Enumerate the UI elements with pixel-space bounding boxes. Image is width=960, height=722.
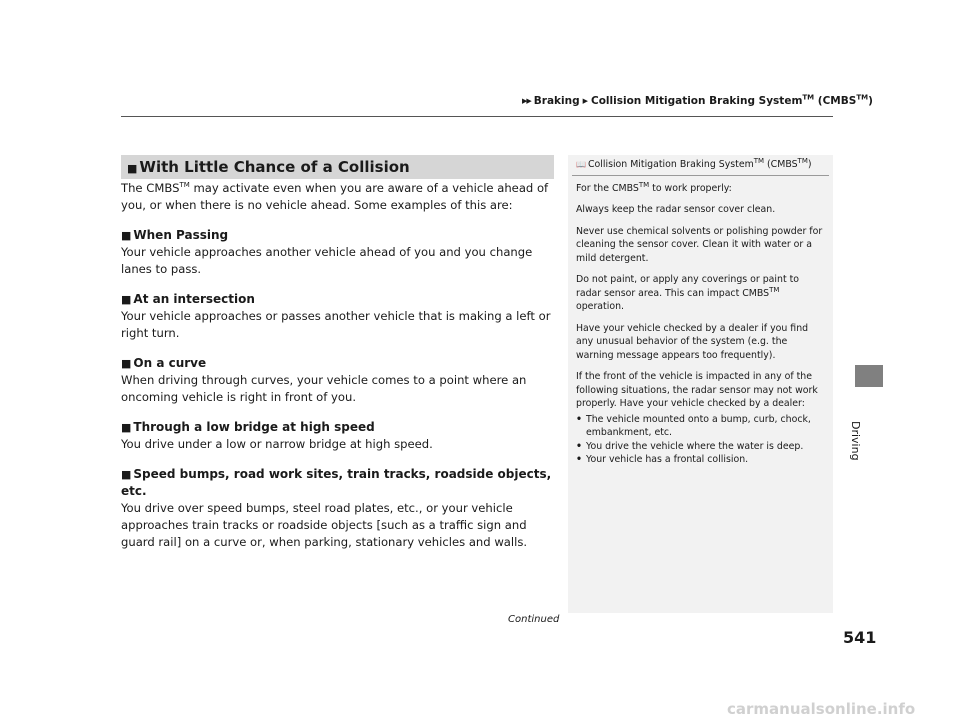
note-paragraph: Do not paint, or apply any coverings or paint to radar sensor area. This can impact CMBS™ operation. <box>576 274 800 312</box>
chapter-tab <box>855 365 883 387</box>
note-bullet: • You drive the vehicle where the water is deep. <box>576 440 825 454</box>
side-note-title: 📖 Collision Mitigation Braking System™ (CMBS™) <box>572 155 829 176</box>
example-heading: ■ On a curve <box>121 356 207 370</box>
example-body: When driving through curves, your vehicle comes to a point where an oncoming vehicle is right in front of you. <box>121 373 527 404</box>
note-bullet: • Your vehicle has a frontal collision. <box>576 453 825 467</box>
square-bullet-icon: ■ <box>127 162 138 175</box>
breadcrumb-braking[interactable]: Braking <box>533 95 580 107</box>
example-body: You drive over speed bumps, steel road plates, etc., or your vehicle approaches train tracks or roadside objects [such as a traffic sign and guard rail] on a curve or, when parking, stationary vehicles and walls. <box>121 501 528 549</box>
reference-icon: 📖 <box>576 160 586 169</box>
example-body: Your vehicle approaches or passes another vehicle that is making a left or right turn. <box>121 309 551 340</box>
intro-paragraph: The CMBS™ may activate even when you are aware of a vehicle ahead of you, or when there is no vehicle ahead. Some examples of this are: <box>121 181 549 212</box>
example-item <box>121 419 558 453</box>
square-bullet-icon: ■ <box>121 468 132 481</box>
header-divider <box>121 116 833 117</box>
section-title: ■ With Little Chance of a Collision <box>121 155 554 179</box>
note-bullet: • The vehicle mounted onto a bump, curb, chock, embankment, etc. <box>576 413 825 440</box>
square-bullet-icon: ■ <box>121 229 132 242</box>
chapter-label: Driving <box>849 421 862 461</box>
example-heading: ■ Speed bumps, road work sites, train tracks, roadside objects, etc. <box>121 467 552 498</box>
continued-label: Continued <box>508 614 560 625</box>
example-heading: ■ At an intersection <box>121 292 255 306</box>
square-bullet-icon: ■ <box>121 293 132 306</box>
double-arrow-icon: ▶▶ <box>522 97 531 105</box>
side-note-panel <box>568 155 833 613</box>
main-content <box>121 180 558 564</box>
note-paragraph: Never use chemical solvents or polishing powder for cleaning the sensor cover. Clean it with water or a mild detergent. <box>576 225 823 264</box>
breadcrumb <box>522 95 873 107</box>
example-item <box>121 466 558 551</box>
note-paragraph: If the front of the vehicle is impacted in any of the following situations, the radar sensor may not work properly. Have your vehicle checked by a dealer: <box>576 371 818 409</box>
example-item <box>121 227 558 278</box>
note-paragraph: For the CMBS™ to work properly: <box>576 180 732 194</box>
example-body: Your vehicle approaches another vehicle ahead of you and you change lanes to pass. <box>121 245 533 276</box>
note-paragraph: Have your vehicle checked by a dealer if you find any unusual behavior of the system (e.g. the warning message appears too frequently). <box>576 322 809 361</box>
square-bullet-icon: ■ <box>121 421 132 434</box>
square-bullet-icon: ■ <box>121 357 132 370</box>
note-bullet-list <box>576 413 825 467</box>
example-heading: ■ When Passing <box>121 228 229 242</box>
example-body: You drive under a low or narrow bridge at high speed. <box>121 437 433 451</box>
breadcrumb-cmbs[interactable]: Collision Mitigation Braking System™ (CMBS™) <box>591 93 873 107</box>
example-item <box>121 291 558 342</box>
note-paragraph: Always keep the radar sensor cover clean. <box>576 204 776 215</box>
arrow-icon: ▶ <box>582 97 589 105</box>
example-item <box>121 355 558 406</box>
watermark: carmanualsonline.info <box>727 700 916 718</box>
example-heading: ■ Through a low bridge at high speed <box>121 420 375 434</box>
page-number: 541 <box>843 628 877 647</box>
